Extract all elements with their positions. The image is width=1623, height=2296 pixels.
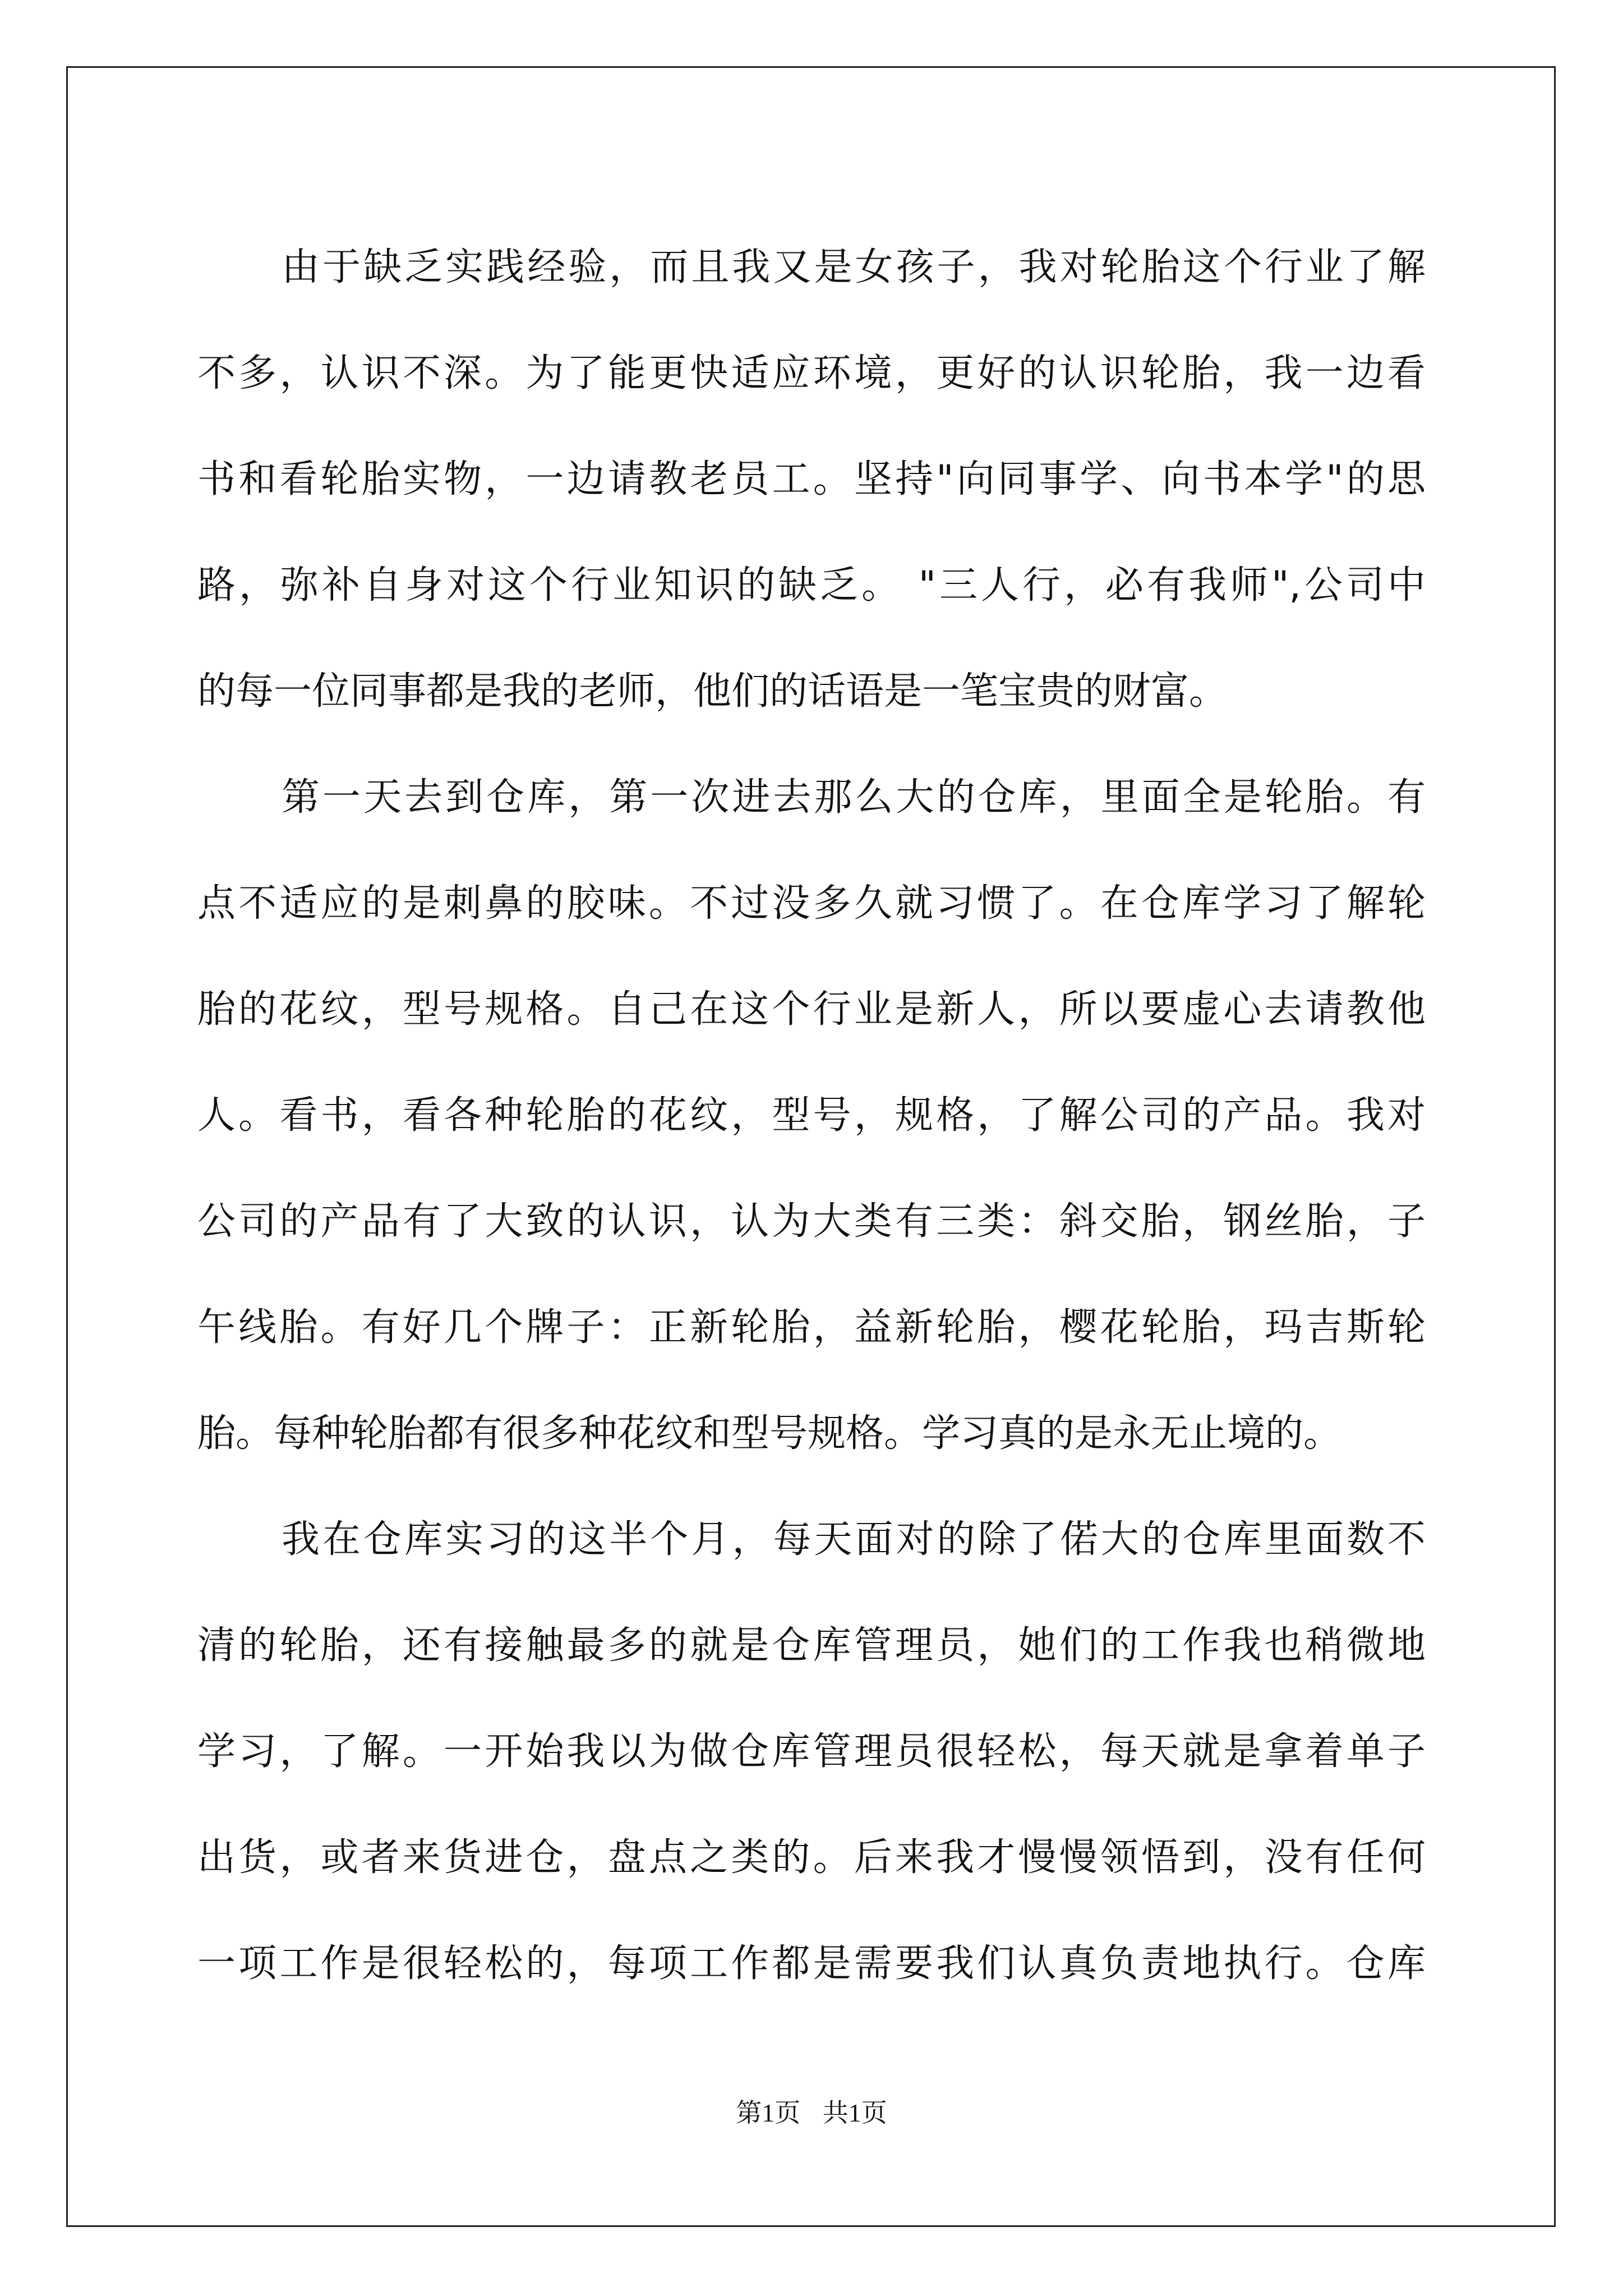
text-line: 一项工作是很轻松的，每项工作都是需要我们认真负责地执行。仓库 [197, 1941, 1426, 1986]
text-line: 我在仓库实习的这半个月，每天面对的除了偌大的仓库里面数不 [282, 1517, 1426, 1562]
text-line: 出货，或者来货进仓，盘点之类的。后来我才慢慢领悟到，没有任何 [197, 1835, 1426, 1880]
text-line: 午线胎。有好几个牌子：正新轮胎，益新轮胎，樱花轮胎，玛吉斯轮 [197, 1305, 1426, 1350]
page-number: 第1页 [736, 2099, 801, 2127]
text-line: 胎。每种轮胎都有很多种花纹和型号规格。学习真的是永无止境的。 [197, 1411, 1342, 1456]
text-line: 书和看轮胎实物，一边请教老员工。坚持"向同事学、向书本学"的思 [197, 457, 1426, 501]
text-line: 学习，了解。一开始我以为做仓库管理员很轻松，每天就是拿着单子 [197, 1729, 1426, 1774]
document-body [197, 214, 1426, 2017]
text-line: 公司的产品有了大致的认识，认为大类有三类：斜交胎，钢丝胎，子 [197, 1199, 1426, 1244]
text-line: 人。看书，看各种轮胎的花纹，型号，规格，了解公司的产品。我对 [197, 1093, 1426, 1138]
text-line: 点不适应的是刺鼻的胶味。不过没多久就习惯了。在仓库学习了解轮 [197, 881, 1426, 926]
text-line: 由于缺乏实践经验，而且我又是女孩子，我对轮胎这个行业了解 [282, 245, 1426, 289]
text-line: 清的轮胎，还有接触最多的就是仓库管理员，她们的工作我也稍微地 [197, 1623, 1426, 1668]
text-line: 的每一位同事都是我的老师，他们的话语是一笔宝贵的财富。 [197, 669, 1228, 714]
text-line: 不多，认识不深。为了能更快适应环境，更好的认识轮胎，我一边看 [197, 351, 1426, 395]
paragraph-1 [197, 214, 1426, 744]
page-total: 共1页 [822, 2099, 887, 2127]
page-footer [0, 2092, 1623, 2129]
paragraph-2 [197, 744, 1426, 1487]
text-line: 胎的花纹，型号规格。自己在这个行业是新人，所以要虚心去请教他 [197, 987, 1426, 1032]
text-line: 路，弥补自身对这个行业知识的缺乏。 "三人行，必有我师",公司中 [197, 563, 1426, 608]
paragraph-3 [197, 1487, 1426, 2017]
text-line: 第一天去到仓库，第一次进去那么大的仓库，里面全是轮胎。有 [282, 775, 1426, 820]
